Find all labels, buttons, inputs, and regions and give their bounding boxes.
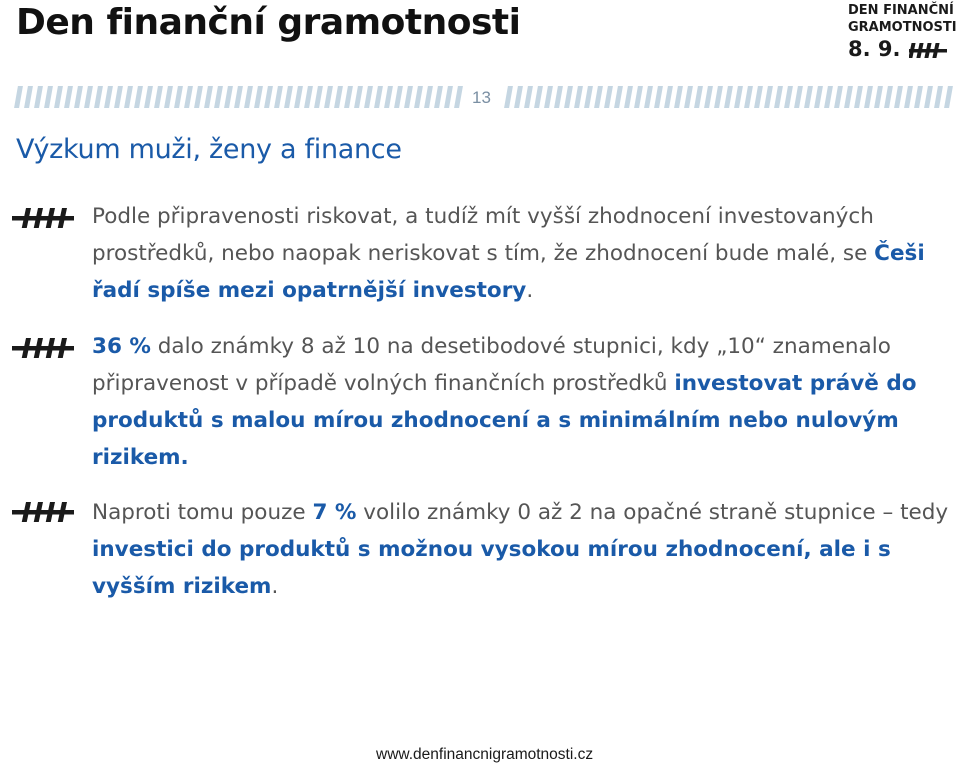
decorative-tick — [584, 86, 593, 108]
bullet-1-text: Podle připravenosti riskovat, a tudíž mít vyšší zhodnocení investovaných prostředků, nebo naopak neriskovat s tím, že zhodnocení bude malé, se — [92, 204, 875, 266]
tally-marks-icon — [12, 338, 74, 358]
decorative-tick — [684, 86, 693, 108]
decorative-tick — [264, 86, 273, 108]
decorative-tick — [334, 86, 343, 108]
decorative-tick — [634, 86, 643, 108]
decorative-tick — [44, 86, 53, 108]
decorative-tick — [294, 86, 303, 108]
decorative-tick — [794, 86, 803, 108]
decorative-tick — [34, 86, 43, 108]
decorative-tick — [864, 86, 873, 108]
decorative-tick — [454, 86, 463, 108]
bullet-2 — [92, 328, 952, 476]
bullet-3-end: . — [271, 574, 279, 599]
decorative-tick — [614, 86, 623, 108]
event-logo — [848, 2, 960, 62]
decorative-tick — [94, 86, 103, 108]
decorative-tick — [944, 86, 953, 108]
decorative-tick — [644, 86, 653, 108]
decorative-tick — [404, 86, 413, 108]
decorative-tick — [134, 86, 143, 108]
decorative-tick — [104, 86, 113, 108]
decorative-tick — [904, 86, 913, 108]
decorative-tick — [394, 86, 403, 108]
decorative-tick — [824, 86, 833, 108]
decorative-tick — [74, 86, 83, 108]
slide-subtitle: Výzkum muži, ženy a finance — [16, 134, 402, 165]
bullet-3-text: Naproti tomu pouze — [92, 500, 313, 525]
decorative-tick — [784, 86, 793, 108]
decorative-tick — [124, 86, 133, 108]
logo-line-2: GRAMOTNOSTI — [848, 20, 957, 35]
decorative-tick — [734, 86, 743, 108]
decorative-tick — [154, 86, 163, 108]
decorative-tick — [204, 86, 213, 108]
decorative-tick — [564, 86, 573, 108]
decorative-tick — [244, 86, 253, 108]
decorative-tick — [744, 86, 753, 108]
decorative-tick — [594, 86, 603, 108]
decorative-tick — [874, 86, 883, 108]
decorative-tick — [184, 86, 193, 108]
decorative-tick — [234, 86, 243, 108]
decorative-tick — [284, 86, 293, 108]
footer-url[interactable]: www.denfinancnigramotnosti.cz — [376, 746, 594, 763]
decorative-tick — [604, 86, 613, 108]
decorative-tick — [924, 86, 933, 108]
decorative-tick — [754, 86, 763, 108]
decorative-tick — [384, 86, 393, 108]
decorative-tick — [304, 86, 313, 108]
decorative-tick — [374, 86, 383, 108]
decorative-tick — [804, 86, 813, 108]
decorative-tick — [524, 86, 533, 108]
bullet-1 — [92, 198, 952, 309]
decorative-tick — [834, 86, 843, 108]
decorative-tick — [504, 86, 513, 108]
decorative-tick — [214, 86, 223, 108]
bullet-3-text-2: volilo známky 0 až 2 na opačné straně stupnice – tedy — [356, 500, 949, 525]
slide-title: Den finanční gramotnosti — [16, 2, 521, 43]
logo-date: 8. 9. — [848, 37, 901, 61]
decorative-tick — [514, 86, 523, 108]
decorative-tick — [314, 86, 323, 108]
decorative-tick — [344, 86, 353, 108]
decorative-tick — [24, 86, 33, 108]
decorative-tick — [274, 86, 283, 108]
decorative-tick — [764, 86, 773, 108]
decorative-tick — [174, 86, 183, 108]
decorative-tick — [84, 86, 93, 108]
decorative-tick — [574, 86, 583, 108]
decorative-tick — [694, 86, 703, 108]
bullet-3-percent: 7 % — [312, 500, 357, 525]
decorative-tick — [64, 86, 73, 108]
decorative-tick — [544, 86, 553, 108]
decorative-tick — [914, 86, 923, 108]
decorative-tick — [624, 86, 633, 108]
decorative-tick — [894, 86, 903, 108]
decorative-tick — [724, 86, 733, 108]
bullet-1-end: . — [526, 278, 534, 303]
decorative-tick — [884, 86, 893, 108]
decorative-tick — [554, 86, 563, 108]
decorative-tick — [664, 86, 673, 108]
decorative-tick — [54, 86, 63, 108]
decorative-tick — [224, 86, 233, 108]
tally-marks-icon — [12, 208, 74, 228]
decorative-tick — [364, 86, 373, 108]
decorative-tick — [704, 86, 713, 108]
decorative-tick — [934, 86, 943, 108]
bullet-2-lead-percent: 36 % — [92, 334, 151, 359]
decorative-tick — [534, 86, 543, 108]
decorative-tick — [854, 86, 863, 108]
decorative-tick — [354, 86, 363, 108]
logo-line-1: DEN FINANČNÍ — [848, 3, 954, 18]
bullet-3 — [92, 494, 952, 605]
bullet-2-highlight: investovat právě do produktů s malou mírou zhodnocení a s minimálním nebo nulovým rizikem. — [92, 371, 917, 470]
bullet-2-text: dalo známky 8 až 10 na desetibodové stupnici, kdy „10“ znamenalo připravenost v případě volných finančních prostředků — [92, 334, 891, 396]
logo-tally-icon — [909, 41, 947, 59]
decorative-tick — [444, 86, 453, 108]
decorative-tick — [424, 86, 433, 108]
decorative-tick — [414, 86, 423, 108]
decorative-tick — [254, 86, 263, 108]
decorative-tick — [844, 86, 853, 108]
decorative-tick — [774, 86, 783, 108]
decorative-tick — [324, 86, 333, 108]
decorative-tick — [814, 86, 823, 108]
page-number: 13 — [472, 88, 491, 107]
decorative-tick — [164, 86, 173, 108]
decorative-tick — [714, 86, 723, 108]
decorative-tick — [14, 86, 23, 108]
decorative-tick — [194, 86, 203, 108]
decorative-tick — [674, 86, 683, 108]
decorative-tick — [434, 86, 443, 108]
decorative-tick-bar-right — [506, 86, 956, 108]
decorative-tick — [114, 86, 123, 108]
bullet-1-highlight: Češi řadí spíše mezi opatrnější investory — [92, 241, 925, 303]
decorative-tick — [144, 86, 153, 108]
bullet-3-highlight: investici do produktů s možnou vysokou mírou zhodnocení, ale i s vyšším rizikem — [92, 537, 891, 599]
tally-marks-icon — [12, 502, 74, 522]
decorative-tick — [654, 86, 663, 108]
decorative-tick-bar-left — [16, 86, 466, 108]
